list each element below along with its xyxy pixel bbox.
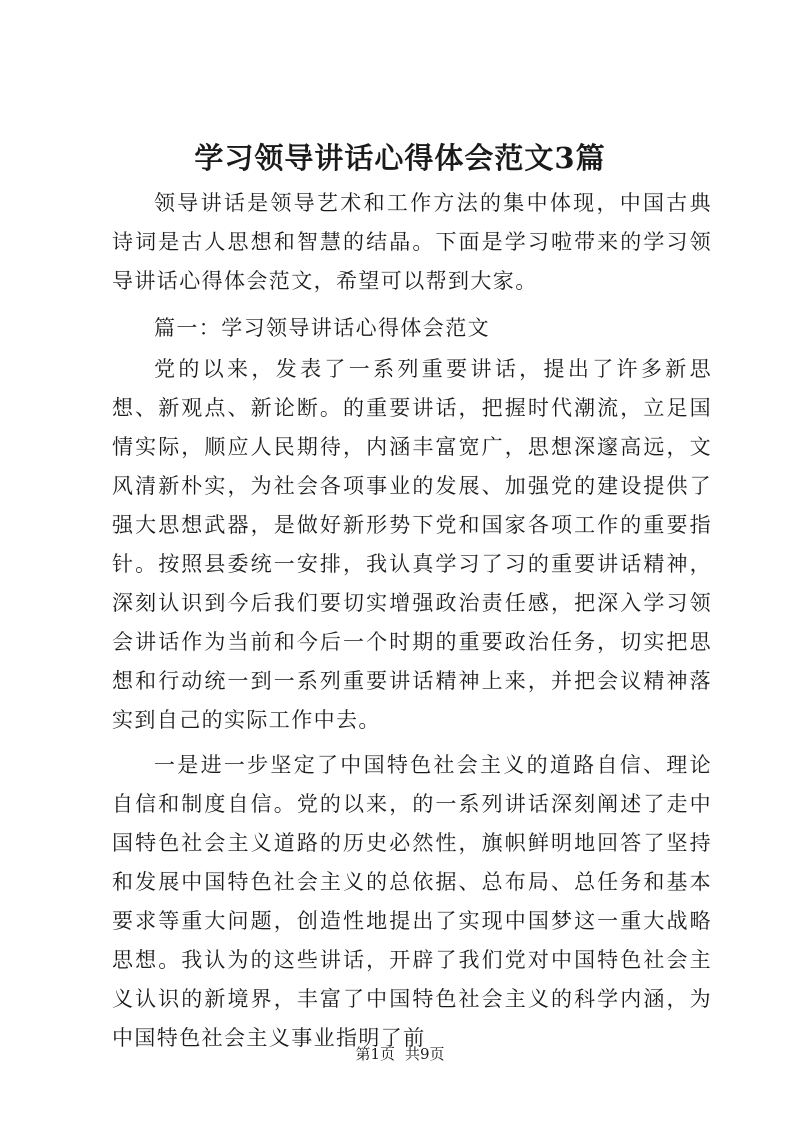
intro-paragraph: 领导讲话是领导艺术和工作方法的集中体现，中国古典诗词是古人思想和智慧的结晶。下面是学习啦带来的学习领导讲话心得体会范文，希望可以帮到大家。: [112, 191, 712, 293]
document-title: 学习领导讲话心得体会范文3篇: [194, 141, 606, 175]
page-total: 共9页: [405, 1045, 445, 1063]
body-paragraph: 党的以来，发表了一系列重要讲话，提出了许多新思想、新观点、新论断。的重要讲话，把握时代潮流，立足国情实际，顺应人民期待，内涵丰富宽广，思想深邃高远，文风清新朴实，为社会各项事业的发展、加强党的建设提供了强大思想武器，是做好新形势下党和国家各项工作的重要指针。按照县委统一安排，我认真学习了习的重要讲话精神，深刻认识到今后我们要切实增强政治责任感，把深入学习领会讲话作为当前和今后一个时期的重要政治任务，切实把思想和行动统一到一系列重要讲话精神上来，并把会议精神落实到自己的实际工作中去。: [112, 357, 712, 732]
document-body: [112, 184, 712, 1064]
body-paragraph: 一是进一步坚定了中国特色社会主义的道路自信、理论自信和制度自信。党的以来，的一系列讲话深刻阐述了走中国特色社会主义道路的历史必然性，旗帜鲜明地回答了坚持和发展中国特色社会主义的总依据、总布局、总任务和基本要求等重大问题，创造性地提出了实现中国梦这一重大战略思想。我认为的这些讲话，开辟了我们党对中国特色社会主义认识的新境界，丰富了中国特色社会主义的科学内涵，为中国特色社会主义事业指明了前: [112, 753, 712, 1050]
section-heading: 篇一：学习领导讲话心得体会范文: [154, 316, 490, 340]
page-number: 第1页: [355, 1045, 395, 1063]
page-footer: [0, 1044, 800, 1064]
